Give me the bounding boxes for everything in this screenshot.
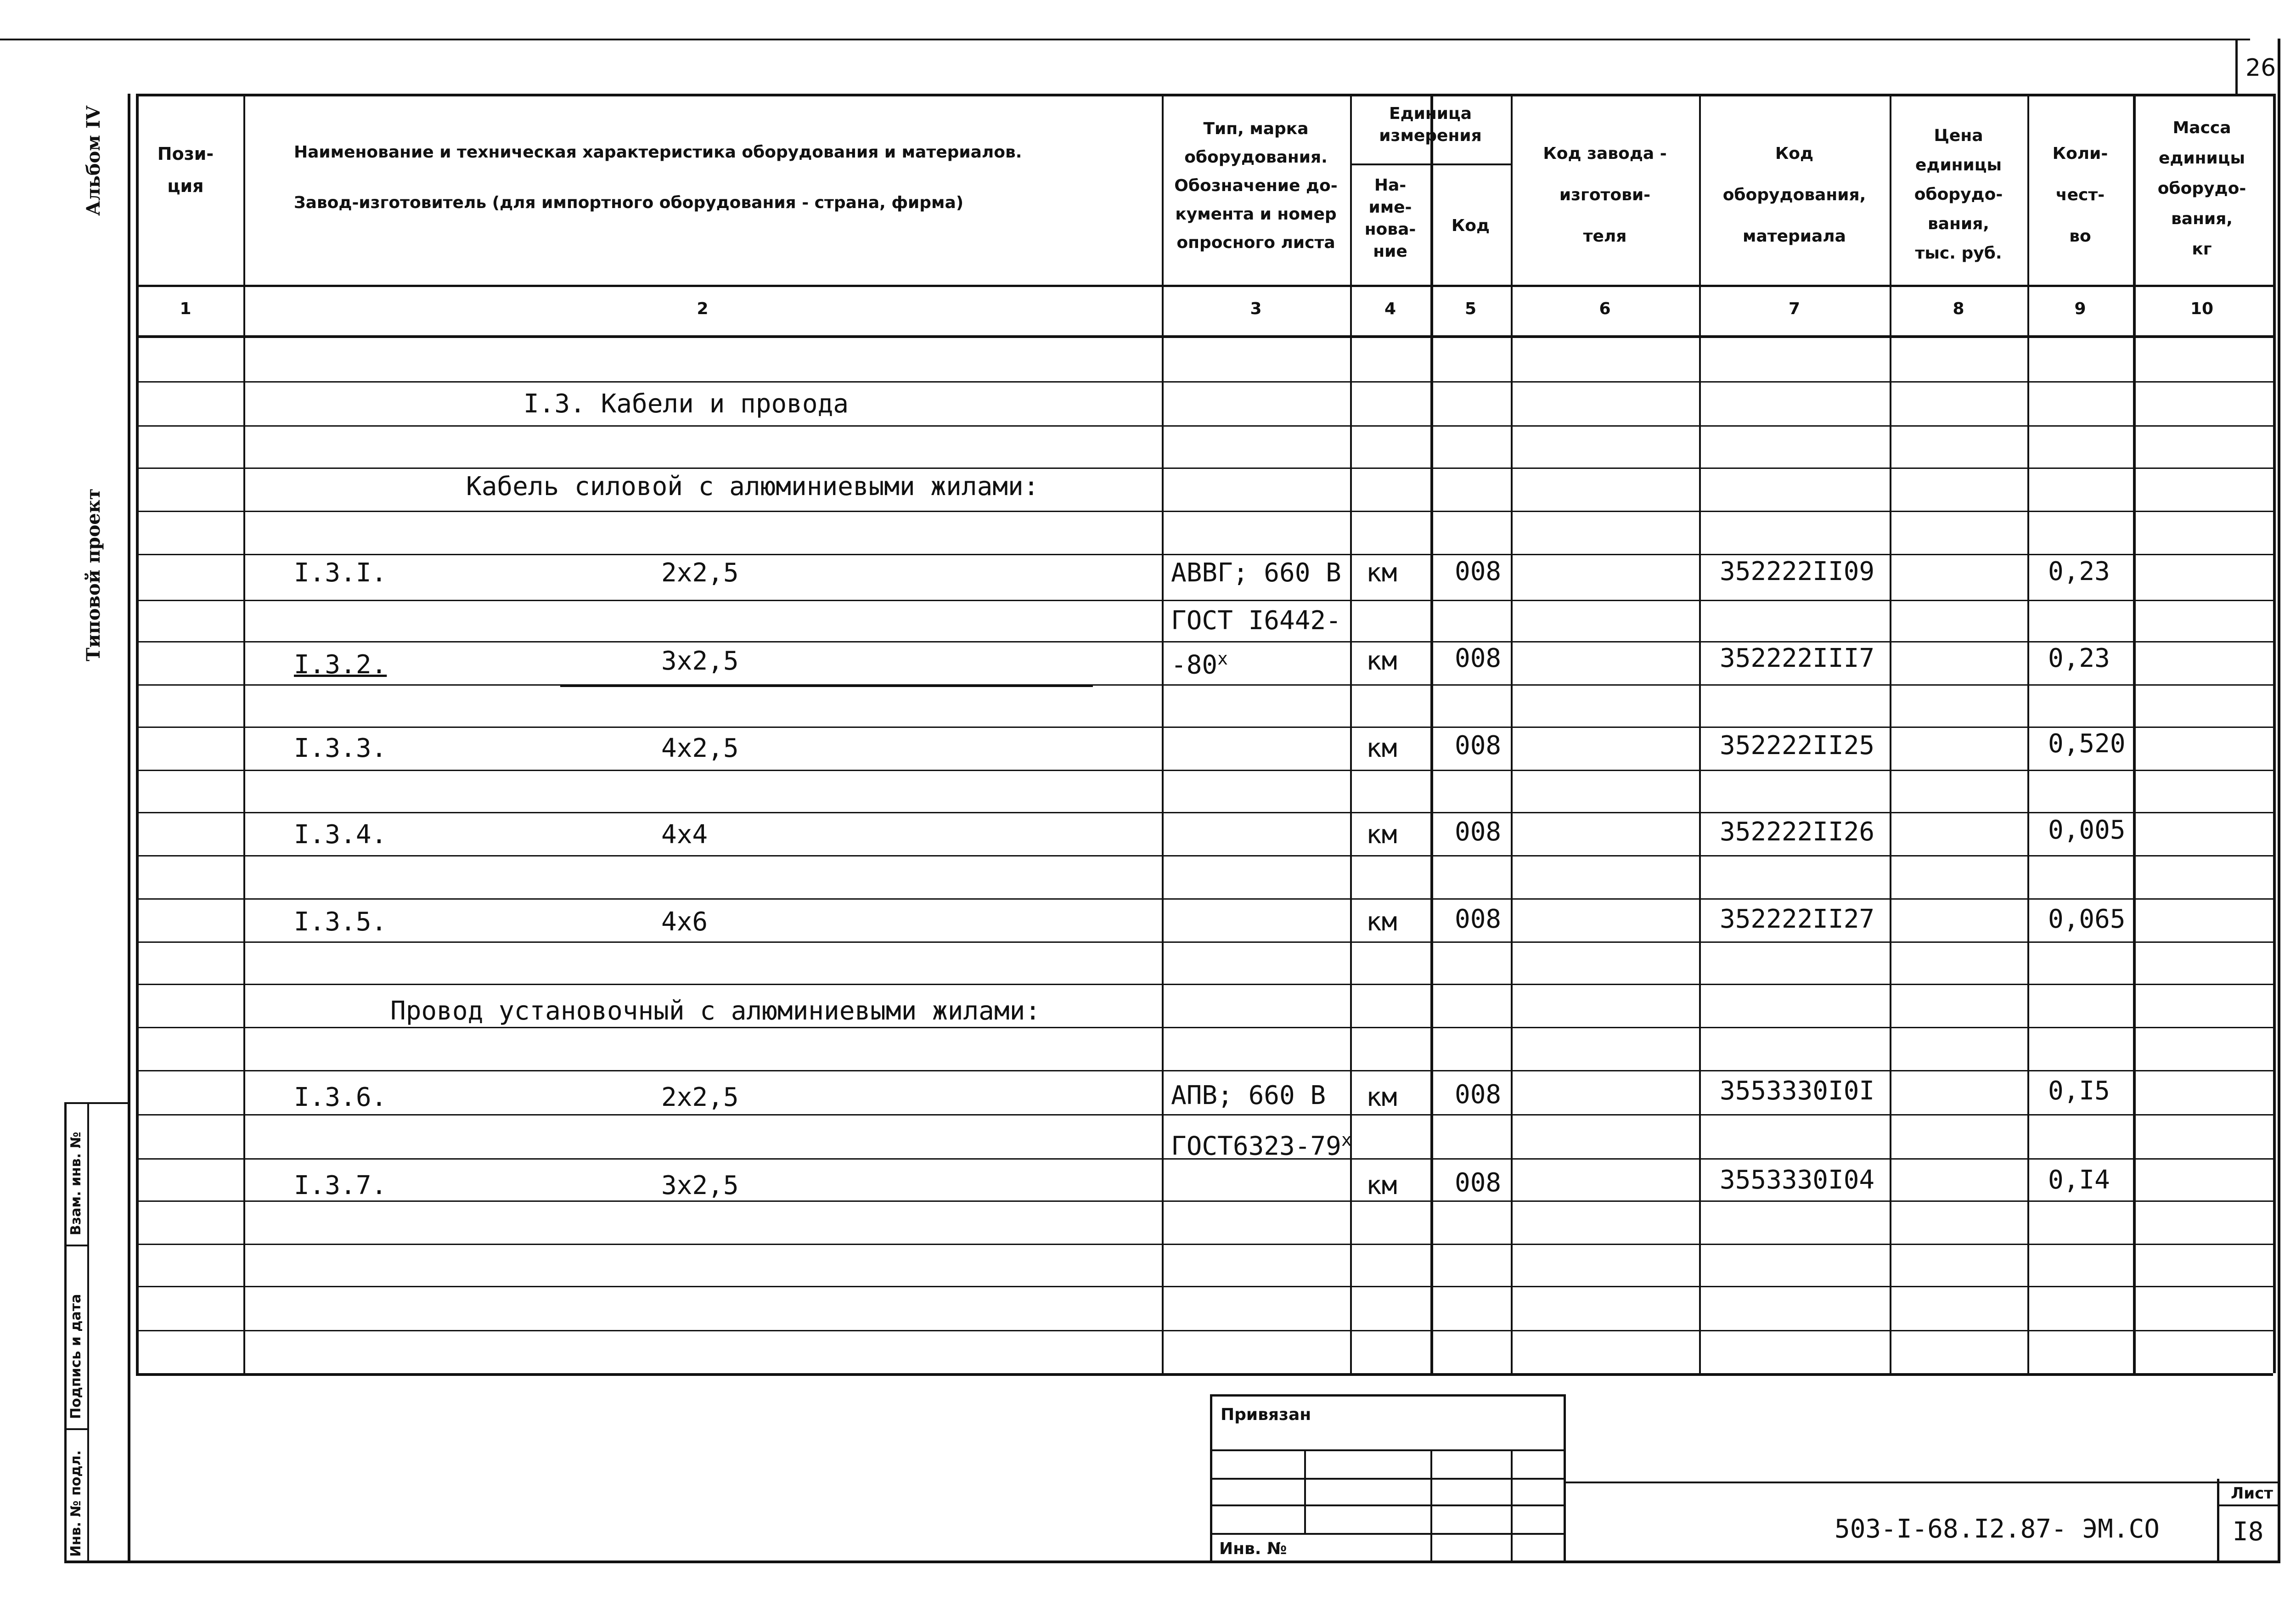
row-5-equipment-code: 352222II27 bbox=[1720, 904, 1875, 934]
privyazan-label: Привязан bbox=[1221, 1405, 1311, 1424]
grid-vline bbox=[1430, 1449, 1432, 1563]
frame-bottom bbox=[64, 1561, 2280, 1563]
grid-hline bbox=[136, 1200, 2273, 1202]
top-rule bbox=[0, 39, 2250, 40]
grid-hline bbox=[560, 685, 1093, 687]
colnum-5: 5 bbox=[1464, 299, 1477, 318]
grid-hline bbox=[2217, 1504, 2280, 1506]
row-2-position: I.3.2. bbox=[294, 650, 387, 680]
grid-vline bbox=[2027, 94, 2029, 1373]
grid-hline bbox=[136, 511, 2273, 512]
row-6-quantity: 0,I5 bbox=[2048, 1076, 2110, 1106]
colnum-10: 10 bbox=[2190, 299, 2214, 318]
grid-hline bbox=[136, 381, 2273, 383]
row-6-equipment-code: 3553330I0I bbox=[1720, 1076, 1875, 1106]
colnum-3: 3 bbox=[1250, 299, 1262, 318]
row-7-quantity: 0,I4 bbox=[2048, 1165, 2110, 1195]
row-4-size: 4x4 bbox=[661, 820, 708, 850]
grid-hline bbox=[136, 468, 2273, 469]
colnum-2: 2 bbox=[697, 299, 709, 318]
row-7-equipment-code: 3553330I04 bbox=[1720, 1165, 1875, 1195]
gost-wire-text: ГОСТ6323-79 bbox=[1171, 1131, 1341, 1161]
row-2-quantity: 0,23 bbox=[2048, 643, 2110, 673]
grid-hline bbox=[136, 727, 2273, 728]
row-1-size: 2x2,5 bbox=[661, 558, 739, 588]
colnum-9: 9 bbox=[2074, 299, 2086, 318]
row-2-size: 3x2,5 bbox=[661, 646, 739, 676]
stamp-vzam: Взам. инв. № bbox=[68, 1132, 84, 1235]
header-name-line2: Завод-изготовитель (для импортного оборудования - страна, фирма) bbox=[294, 193, 964, 212]
grid-hline bbox=[136, 684, 2273, 686]
section-title: I.3. Кабели и провода bbox=[523, 389, 849, 419]
grid-vline bbox=[1511, 1449, 1513, 1563]
project-label: Типовой проект bbox=[83, 488, 104, 661]
list-number: I8 bbox=[2233, 1517, 2264, 1547]
row-4-quantity: 0,005 bbox=[2048, 815, 2126, 845]
grid-hline bbox=[136, 1373, 2273, 1376]
grid-hline bbox=[136, 770, 2273, 771]
document-code: 503-I-68.I2.87- ЭМ.СО bbox=[1835, 1514, 2160, 1544]
row-1-type: АВВГ; 660 В bbox=[1171, 558, 1341, 588]
gost-wire-sup: х bbox=[1341, 1130, 1352, 1150]
row-1-unit-code: 008 bbox=[1455, 557, 1502, 586]
gost-wire bbox=[1171, 1126, 1352, 1161]
colnum-7: 7 bbox=[1788, 299, 1801, 318]
grid-vline bbox=[1162, 94, 1164, 1373]
header-type: Тип, марка оборудования. Обозначение до- кумента и номер опросного листа bbox=[1174, 119, 1338, 252]
row-5-unit: км bbox=[1366, 907, 1397, 937]
grid-hline bbox=[136, 94, 2273, 96]
row-2-unit: км bbox=[1366, 646, 1397, 676]
grid-hline bbox=[136, 812, 2273, 813]
grid-hline bbox=[136, 1330, 2273, 1331]
row-3-size: 4x2,5 bbox=[661, 733, 739, 763]
grid-vline bbox=[2133, 94, 2136, 1373]
header-mass: Масса единицы оборудо- вания, кг bbox=[2157, 118, 2246, 259]
grid-vline bbox=[1890, 94, 1891, 1373]
list-label: Лист bbox=[2231, 1484, 2273, 1503]
row-2-unit-code: 008 bbox=[1455, 643, 1502, 673]
grid-hline bbox=[1350, 163, 1511, 165]
header-unit-group: Единица измерения bbox=[1379, 104, 1482, 145]
row-4-unit-code: 008 bbox=[1455, 817, 1502, 847]
header-factory-code: Код завода - изготови- теля bbox=[1543, 144, 1667, 246]
grid-hline bbox=[1564, 1482, 2280, 1483]
grid-hline bbox=[136, 855, 2273, 856]
row-4-unit: км bbox=[1366, 820, 1397, 850]
grid-hline bbox=[136, 941, 2273, 943]
grid-hline bbox=[136, 1286, 2273, 1287]
row-6-type: АПВ; 660 В bbox=[1171, 1081, 1326, 1110]
row-4-position: I.3.4. bbox=[294, 820, 387, 850]
row-6-unit-code: 008 bbox=[1455, 1080, 1502, 1110]
row-7-size: 3x2,5 bbox=[661, 1171, 739, 1200]
frame-right bbox=[2278, 39, 2280, 1563]
grid-hline bbox=[1210, 1394, 1564, 1397]
grid-vline bbox=[1511, 94, 1513, 1373]
row-2-equipment-code: 352222III7 bbox=[1720, 643, 1875, 673]
grid-hline bbox=[136, 600, 2273, 601]
grid-hline bbox=[136, 554, 2273, 555]
row-5-unit-code: 008 bbox=[1455, 904, 1502, 934]
colnum-8: 8 bbox=[1953, 299, 1964, 318]
row-3-unit-code: 008 bbox=[1455, 731, 1502, 761]
row-1-quantity: 0,23 bbox=[2048, 557, 2110, 586]
row-2-type bbox=[1171, 645, 1228, 679]
gost-cable-sup: х bbox=[1217, 648, 1228, 669]
header-unit-code: Код bbox=[1451, 216, 1490, 235]
row-6-unit: км bbox=[1366, 1082, 1397, 1112]
row-2-type-text: -80 bbox=[1171, 650, 1218, 680]
row-3-equipment-code: 352222II25 bbox=[1720, 731, 1875, 761]
grid-hline bbox=[136, 425, 2273, 427]
grid-hline bbox=[136, 898, 2273, 900]
stamp-podpis: Подпись и дата bbox=[68, 1294, 84, 1419]
row-3-quantity: 0,520 bbox=[2048, 729, 2126, 759]
group-title-wire: Провод установочный с алюминиевыми жилами: bbox=[390, 996, 1041, 1026]
group-title-cable: Кабель силовой с алюминиевыми жилами: bbox=[466, 472, 1039, 501]
grid-hline bbox=[136, 1114, 2273, 1115]
colnum-6: 6 bbox=[1599, 299, 1611, 318]
row-1-unit: км bbox=[1366, 558, 1397, 588]
colnum-4: 4 bbox=[1384, 299, 1396, 318]
row-4-equipment-code: 352222II26 bbox=[1720, 817, 1875, 847]
grid-hline bbox=[136, 1244, 2273, 1245]
row-3-unit: км bbox=[1366, 733, 1397, 763]
grid-hline bbox=[136, 1070, 2273, 1071]
grid-vline bbox=[2217, 1479, 2219, 1563]
row-1-equipment-code: 352222II09 bbox=[1720, 557, 1875, 586]
grid-vline bbox=[136, 94, 139, 1373]
gost-cable: ГОСТ I6442- bbox=[1171, 606, 1341, 636]
header-position: Пози- ция bbox=[157, 144, 214, 196]
grid-vline bbox=[1564, 1394, 1566, 1563]
row-3-position: I.3.3. bbox=[294, 733, 387, 763]
header-quantity: Коли- чест- во bbox=[2052, 144, 2108, 246]
grid-hline bbox=[136, 641, 2273, 642]
grid-hline bbox=[136, 285, 2273, 287]
grid-vline bbox=[1699, 94, 1701, 1373]
grid-vline bbox=[1210, 1394, 1212, 1563]
header-equipment-code: Код оборудования, материала bbox=[1722, 144, 1866, 246]
row-7-unit: км bbox=[1366, 1171, 1397, 1200]
stamp-inv-podl: Инв. № подл. bbox=[68, 1450, 84, 1557]
row-5-quantity: 0,065 bbox=[2048, 904, 2126, 934]
row-7-unit-code: 008 bbox=[1455, 1168, 1502, 1198]
album-label: Альбом IV bbox=[83, 106, 104, 216]
grid-hline bbox=[136, 1027, 2273, 1028]
grid-vline bbox=[2273, 94, 2276, 1373]
grid-hline bbox=[136, 335, 2273, 338]
inv-no-label: Инв. № bbox=[1219, 1539, 1287, 1558]
header-name-line1: Наименование и техническая характеристика оборудования и материалов. bbox=[294, 143, 1022, 162]
row-5-position: I.3.5. bbox=[294, 907, 387, 937]
grid-vline bbox=[1304, 1449, 1306, 1533]
grid-vline bbox=[1350, 94, 1352, 1373]
row-7-position: I.3.7. bbox=[294, 1171, 387, 1200]
row-6-position: I.3.6. bbox=[294, 1082, 387, 1112]
row-5-size: 4x6 bbox=[661, 907, 708, 937]
row-6-size: 2x2,5 bbox=[661, 1082, 739, 1112]
sheet-number-top: 26 bbox=[2245, 54, 2276, 82]
grid-vline bbox=[1430, 94, 1433, 1373]
header-price: Цена единицы оборудо- вания, тыс. руб. bbox=[1914, 126, 2003, 263]
grid-hline bbox=[136, 984, 2273, 985]
row-1-position: I.3.I. bbox=[294, 558, 387, 588]
header-unit-name: На- име- нова- ние bbox=[1364, 176, 1416, 261]
colnum-1: 1 bbox=[180, 299, 191, 318]
grid-vline bbox=[243, 94, 245, 1373]
